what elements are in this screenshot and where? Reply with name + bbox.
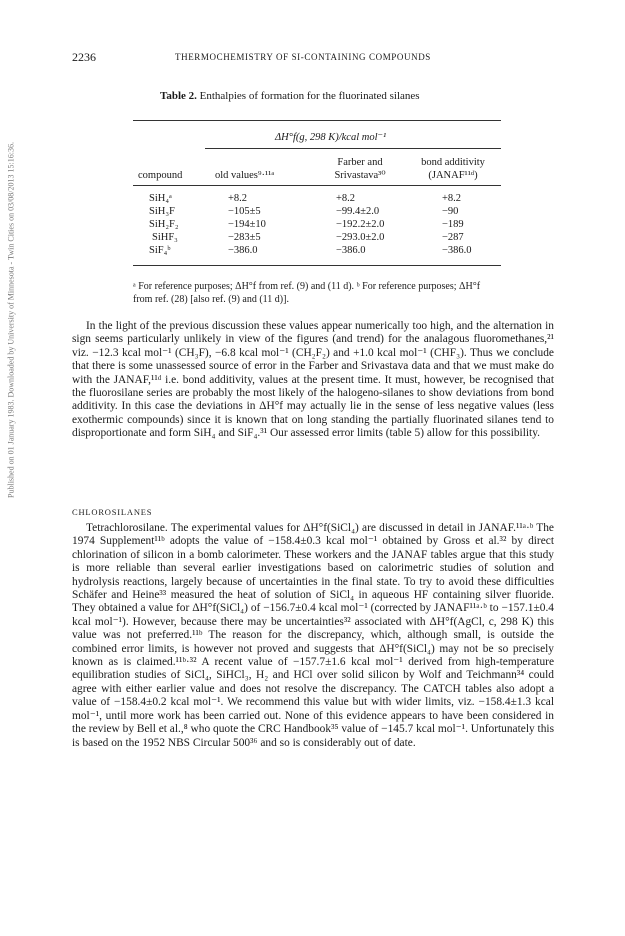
table-row-bond: +8.2 <box>442 193 462 204</box>
download-notice: Published on 01 January 1983. Downloaded by University of Minnesota - Twin Cities on 03/08/2013 15:16:36. <box>6 142 16 498</box>
table-row-bond: −287 <box>442 232 464 243</box>
table-row-compound: SiF₄ᵇ <box>149 245 171 256</box>
column-header-bond-additivity: bond additivity (JANAF¹¹ᵈ) <box>421 157 485 181</box>
table-row-compound: SiH₄ᵃ <box>149 193 172 204</box>
table-row-old: +8.2 <box>228 193 248 204</box>
section-heading: CHLOROSILANES <box>72 507 153 517</box>
table-bottom-rule <box>133 265 501 266</box>
group-header: ΔH°f(g, 298 K)/kcal mol⁻¹ <box>275 132 387 143</box>
body-paragraph-1 <box>72 320 554 441</box>
table-row-old: −283±5 <box>228 232 261 243</box>
table-row-bond: −386.0 <box>442 245 472 256</box>
table-row-farber: −99.4±2.0 <box>336 206 380 217</box>
table-row-bond: −90 <box>442 206 459 217</box>
paragraph-text: Tetrachlorosilane. The experimental values for ΔH°f(SiCl₄) are discussed in detail in JANAF.¹¹ᵃ·ᵇ The 1974 Supplement¹¹ᵇ adopts the value of −158.4±0.3 kcal mol⁻¹ obtained by Gross et al.³² by direct chlorination of silicon in a bomb calorimeter. These workers and the JANAF tables argue that this study is more reliable than several earlier investigations based on calorimetric studies of solution and hydrolysis reactions, largely because of uncertainties in the final state. To try to avoid these difficulties Schäfer and Heine³³ measured the heat of solution of SiCl₄ in aqueous HF containing silver fluoride. They obtained a value for ΔH°f(SiCl₄) of −156.7±0.4 kcal mol⁻¹ (corrected by JANAF¹¹ᵃ·ᵇ to −157.1±0.4 kcal mol⁻¹). However, because there may be uncertainties³² associated with ΔH°f(AgCl, c, 298 K) this value was not preferred.¹¹ᵇ The reason for the discrepancy, which, although small, is outside the combined error limits, is however not proved and suggests that ΔH°f(SiCl₄) may not be so precisely known as is claimed.¹¹ᵇ·³² A recent value of −157.7±1.6 kcal mol⁻¹ derived from high-temperature equilibration studies of SiCl₄, SiHCl₃, H₂ and HCl over solid silicon by Wolf and Teichmann³⁴ could agree with either earlier value and does not resolve the discrepancy. The CATCH tables also adopt a value of −158.4±0.2 kcal mol⁻¹. We recommend this value but with wider limits, viz. −158.4±1.3 kcal mol⁻¹, until more work has been carried out. None of this evidence appears to have been considered in the review by Bell et al.,⁸ who quote the CRC Handbook³⁵ value of −145.7 kcal mol⁻¹. Unfortunately this is based on the 1952 NBS Circular 500³⁶ and so is considerably out of date. <box>72 522 554 749</box>
table-row-old: −386.0 <box>228 245 258 256</box>
table-row-farber: −192.2±2.0 <box>336 219 385 230</box>
body-paragraph-2 <box>72 522 554 750</box>
table-top-rule <box>133 120 501 121</box>
table-row-farber: −386.0 <box>336 245 366 256</box>
table-footnote: ᵃ For reference purposes; ΔH°f from ref. (9) and (11 d). ᵇ For reference purposes; ΔH°f from ref. (28) [also ref. (9) and (11 d)]. <box>133 281 481 305</box>
group-header-rule <box>205 148 501 149</box>
running-title: THERMOCHEMISTRY OF SI-CONTAINING COMPOUNDS <box>175 52 431 62</box>
column-header-farber: Farber and Srivastava³⁰ <box>334 157 386 181</box>
table-row-compound: SiH₂F₂ <box>149 219 179 230</box>
table-row-old: −105±5 <box>228 206 261 217</box>
table-row-old: −194±10 <box>228 219 266 230</box>
column-header-compound: compound <box>138 170 183 181</box>
page-number: 2236 <box>72 50 96 64</box>
column-header-rule <box>133 185 501 186</box>
table-row-farber: −293.0±2.0 <box>336 232 385 243</box>
table-row-farber: +8.2 <box>336 193 356 204</box>
table-row-compound: SiHF₃ <box>152 232 178 243</box>
table-row-compound: SiH₃F <box>149 206 175 217</box>
table-caption <box>160 90 420 102</box>
download-watermark <box>4 60 18 580</box>
table-caption-text: Enthalpies of formation for the fluorinated silanes <box>199 90 420 102</box>
paragraph-text: In the light of the previous discussion these values appear numerically too high, and the alternation in sign seems particularly unlikely in view of the figures (and trend) for the analagous fluoromethanes,²¹ viz. −12.3 kcal mol⁻¹ (CH₃F), −6.8 kcal mol⁻¹ (CH₂F₂) and +1.0 kcal mol⁻¹ (CHF₃). Thus we conclude that there is some unassessed source of error in the Farber and Srivastava data and that we must make do with the JANAF,¹¹ᵈ i.e. bond additivity, values at the present time. It must, however, be recognised that the fluorosilane series are probably the most likely of the halogeno-silanes to show deviations from bond additivity. In this case the deviations in ΔH°f may actually lie in the sense of less negative values (less exothermic compounds) since it is known that on long standing the partially fluorinated silanes tend to disproportionate and form SiH₄ and SiF₄.³¹ Our assessed error limits (table 5) allow for this possibility. <box>72 320 554 440</box>
table-row-bond: −189 <box>442 219 464 230</box>
column-header-old-values: old values⁹·¹¹ᵃ <box>215 170 275 181</box>
table-label: Table 2. <box>160 90 197 102</box>
